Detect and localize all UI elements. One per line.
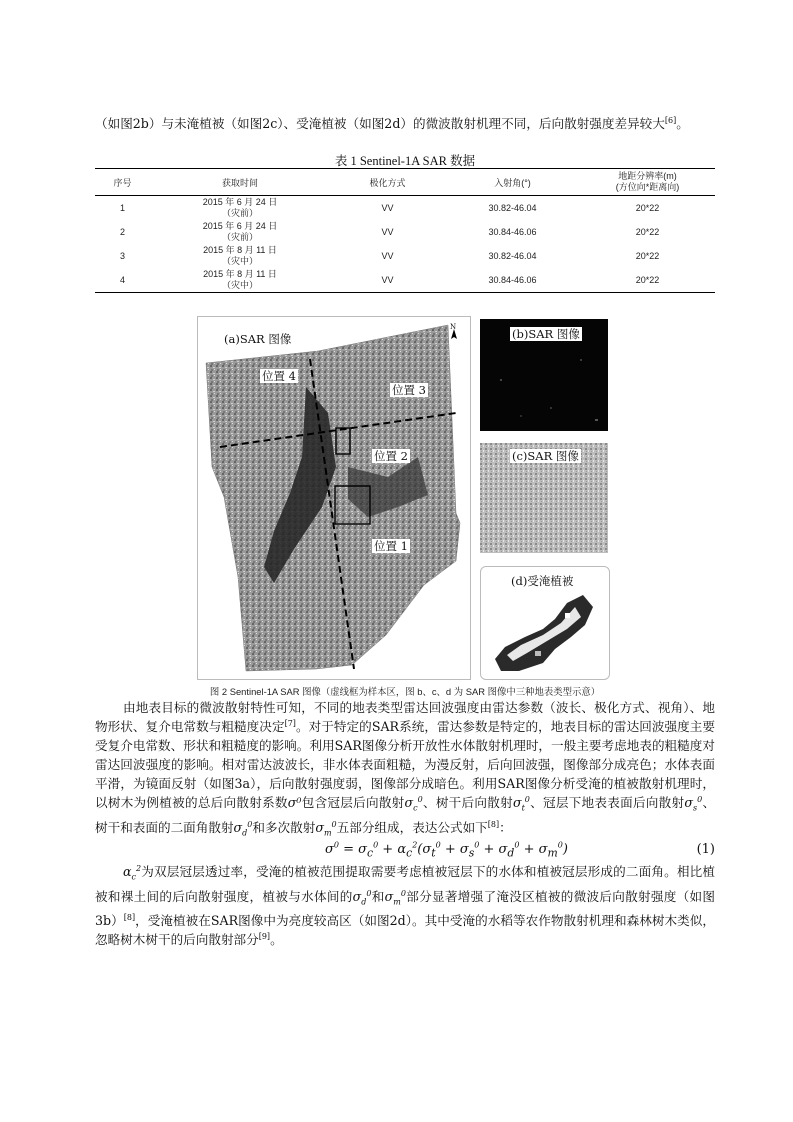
date-text: 2015 年 6 月 24 日 bbox=[202, 221, 278, 231]
table-row bbox=[95, 220, 715, 244]
cell-angle: 30.84-46.06 bbox=[488, 226, 537, 237]
sar-data-table bbox=[95, 168, 715, 293]
cell-angle: 30.82-46.04 bbox=[488, 202, 537, 213]
north-label: N bbox=[450, 323, 457, 331]
cell-polarization: VV bbox=[381, 202, 394, 213]
para3-text: ，受淹植被在SAR图像中为亮度较高区（如图2d）。其中受淹的水稻等农作物散射机理和森林树木类似，忽略树木树干的后向散射部分 bbox=[95, 913, 715, 948]
date-text: 2015 年 6 月 24 日 bbox=[202, 197, 278, 207]
cell-date bbox=[150, 220, 330, 244]
cell-date bbox=[150, 268, 330, 293]
panel-a-label: (a)SAR 图像 bbox=[224, 332, 292, 346]
para2-text: 五部分组成，表达公式如下 bbox=[336, 819, 488, 835]
sigma-m-symbol: $\sigma_m^0$ bbox=[384, 888, 406, 907]
date-note: （灾前） bbox=[221, 208, 258, 218]
cell-date bbox=[150, 196, 330, 221]
table-row bbox=[95, 196, 715, 221]
para2-text: 、冠层下地表表面后向散射 bbox=[529, 795, 685, 810]
panel-a-sar-image bbox=[197, 316, 471, 680]
col-header-date: 获取时间 bbox=[221, 177, 258, 188]
panel-d-flooded-vegetation bbox=[480, 566, 610, 680]
table-row bbox=[95, 268, 715, 293]
panel-c-sar-image bbox=[480, 443, 608, 553]
col-header-no: 序号 bbox=[113, 177, 132, 188]
cell-date bbox=[150, 244, 330, 268]
citation: [9] bbox=[258, 931, 271, 941]
position-3-label: 位置 3 bbox=[392, 383, 426, 397]
citation: [8] bbox=[487, 819, 500, 829]
para2-text: 。对于特定的SAR系统，雷达参数是特定的，地表目标的雷达回波强度主要受复介电常数、形状和粗糙度的影响。利用SAR图像分析开放性水体散射机理时，一般主要考虑地表的粗糙度对雷达回波强度的影响。相对雷达波波长，非水体表面粗糙，为漫反射，后向回波强，图像部分成亮色；水体表面平滑，为镜面反射（如图3a），后向散射强度弱，图像部分成暗色。利用SAR图像分析受淹的植被散射机理时，以树木为例植被的总后向散射系数 bbox=[95, 719, 715, 810]
date-note: （灾中） bbox=[221, 256, 258, 266]
cell-polarization: VV bbox=[381, 274, 394, 285]
para2-text: 、树干后向散射 bbox=[422, 795, 513, 810]
para3-text: 部分显著增强了淹没区植被的微波后向散射强度（如图3b） bbox=[95, 888, 716, 929]
date-text: 2015 年 8 月 11 日 bbox=[203, 245, 277, 255]
panel-b-label: (b)SAR 图像 bbox=[512, 327, 580, 341]
para2-text: 和多次散射 bbox=[252, 819, 316, 835]
table-title: 表 1 Sentinel-1A SAR 数据 bbox=[334, 154, 476, 168]
cell-polarization: VV bbox=[381, 250, 394, 261]
sigma-d-symbol: $\sigma_d^0$ bbox=[233, 819, 253, 838]
sigma-d-symbol: $\sigma_d^0$ bbox=[352, 888, 372, 907]
cell-no: 1 bbox=[119, 202, 125, 213]
para2-text: ： bbox=[499, 819, 512, 835]
flooded-patch bbox=[495, 595, 593, 671]
citation: [8] bbox=[123, 912, 136, 922]
table-row bbox=[95, 244, 715, 268]
sigma-s-symbol: $\sigma_s^0$ bbox=[684, 794, 703, 813]
cell-angle: 30.84-46.06 bbox=[488, 274, 537, 285]
citation: [6] bbox=[664, 115, 677, 125]
figure-caption: 图 2 Sentinel-1A SAR 图像（虚线框为样本区，图 b、c、d 为 SAR 图像中三种地表类型示意） bbox=[209, 686, 601, 697]
para3-text: 。 bbox=[270, 932, 283, 948]
cell-no: 3 bbox=[119, 250, 125, 261]
punct: 。 bbox=[676, 116, 689, 131]
resolution-header-line2: (方位向*距离向) bbox=[615, 182, 680, 192]
date-note: （灾中） bbox=[221, 280, 258, 290]
cell-resolution: 20*22 bbox=[635, 274, 660, 285]
alpha-symbol: $\alpha_c^2$ bbox=[123, 863, 142, 882]
para2-text: 、树干和表面的二面角散射 bbox=[95, 795, 716, 835]
sar-footprint bbox=[206, 325, 460, 671]
panel-d-label: (d)受淹植被 bbox=[511, 574, 574, 588]
equation-number: (1) bbox=[696, 842, 715, 857]
intro-text: （如图2b）与未淹植被（如图2c）、受淹植被（如图2d）的微波散射机理不同，后向散射强度差异较大 bbox=[95, 116, 665, 131]
sigma-t-symbol: $\sigma_t^0$ bbox=[512, 794, 530, 813]
para3-text: 和 bbox=[371, 888, 385, 904]
cell-resolution: 20*22 bbox=[635, 250, 660, 261]
panel-c-label: (c)SAR 图像 bbox=[512, 449, 579, 463]
cell-no: 2 bbox=[119, 226, 125, 237]
cell-resolution: 20*22 bbox=[635, 202, 660, 213]
col-header-resolution bbox=[580, 169, 715, 196]
resolution-header-line1: 地距分辨率(m) bbox=[618, 171, 677, 181]
cell-polarization: VV bbox=[381, 226, 394, 237]
equation-body: $\sigma^0 = \sigma_c^0 + \alpha_c^2(\sigma_t^0 + \sigma_s^0 + \sigma_d^0 + \sigma_m^0)$ bbox=[325, 840, 568, 860]
position-1-label: 位置 1 bbox=[374, 539, 408, 553]
table-header-row bbox=[95, 169, 715, 196]
sigma-m-symbol: $\sigma_m^0$ bbox=[315, 819, 337, 838]
para2-text: 由地表目标的微波散射特性可知，不同的地表类型雷达回波强度由雷达参数（波长、极化方式、视角）、地物形状、复介电常数与粗糙度决定 bbox=[95, 700, 715, 734]
intro-paragraph bbox=[95, 114, 715, 133]
citation: [7] bbox=[284, 718, 296, 728]
body-paragraph-3 bbox=[95, 862, 715, 949]
date-note: （灾前） bbox=[221, 232, 258, 242]
cell-angle: 30.82-46.04 bbox=[488, 250, 537, 261]
position-4-label: 位置 4 bbox=[262, 369, 296, 383]
sar-map-graphic bbox=[198, 317, 470, 679]
cell-no: 4 bbox=[119, 274, 125, 285]
col-header-angle: 入射角(°) bbox=[494, 177, 531, 188]
para2-text: 包含冠层后向散射 bbox=[301, 795, 405, 810]
date-text: 2015 年 8 月 11 日 bbox=[203, 269, 277, 279]
panel-b-sar-image bbox=[480, 319, 608, 431]
sigma0-symbol: σ⁰ bbox=[287, 795, 302, 810]
col-header-polarization: 极化方式 bbox=[369, 177, 406, 188]
para3-text: 为双层冠层透过率，受淹的植被范围提取需要考虑植被冠层下的水体和植被冠层形成的二面角。相比植被和裸土间的后向散射强度，植被与水体间的 bbox=[95, 864, 715, 904]
sigma-c-symbol: $\sigma_c^0$ bbox=[404, 794, 423, 813]
position-2-label: 位置 2 bbox=[374, 449, 408, 463]
cell-resolution: 20*22 bbox=[635, 226, 660, 237]
body-paragraph-2 bbox=[95, 698, 715, 842]
